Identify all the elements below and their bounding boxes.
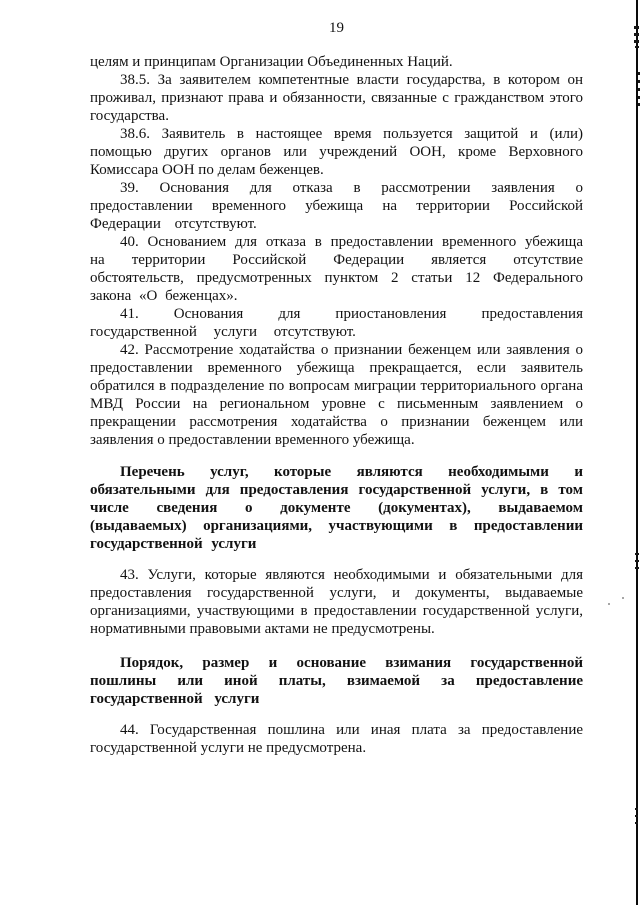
section-heading-required-services: Перечень услуг, которые являются необходимыми и обязательными для предоставления государственной услуги, в том числе сведения о документе (документах), выдаваемом (выдаваемых) организациями, участвующими в предоставлении государственной услуги bbox=[90, 464, 583, 552]
scan-edge-dash bbox=[635, 560, 639, 562]
page-number: 19 bbox=[329, 20, 344, 36]
scan-edge-dash bbox=[635, 553, 639, 555]
scan-edge-line bbox=[636, 0, 638, 905]
paragraph-38-5: 38.5. За заявителем компетентные власти государства, в котором он проживал, признают права и обязанности, связанные с гражданством этого государства. bbox=[90, 72, 583, 124]
paragraph-44: 44. Государственная пошлина или иная плата за предоставление государственной услуги не предусмотрена. bbox=[90, 722, 583, 756]
scan-edge-dash bbox=[635, 815, 638, 817]
paragraph-continuation: целям и принципам Организации Объединенных Наций. bbox=[90, 54, 453, 70]
scan-edge-dash bbox=[635, 567, 639, 569]
scan-edge-blob bbox=[634, 40, 639, 43]
paragraph-42: 42. Рассмотрение ходатайства о признании беженцем или заявления о предоставлении временного убежища прекращается, если заявитель обратился в подразделение по вопросам миграции территориального органа МВД России на региональном уровне с письменным заявлением о прекращении рассмотрения ходатайства о признании беженцем или заявления о предоставлении временного убежища. bbox=[90, 342, 583, 448]
scan-edge-blob bbox=[634, 26, 639, 29]
scan-edge-blob bbox=[634, 33, 639, 36]
document-body bbox=[90, 53, 583, 757]
paragraph-41: 41. Основания для приостановления предоставления государственной услуги отсутствуют. bbox=[90, 306, 583, 340]
section-heading-state-fee: Порядок, размер и основание взимания государственной пошлины или иной платы, взимаемой за предоставление государственной услуги bbox=[90, 655, 583, 707]
paragraph-43: 43. Услуги, которые являются необходимыми и обязательными для предоставления государственной услуги, и документы, выдаваемые организациями, участвующими в предоставлении государственной услуги, нормативными правовыми актами не предусмотрены. bbox=[90, 567, 583, 637]
scan-edge-dash bbox=[635, 808, 638, 810]
scan-edge-dash bbox=[635, 822, 638, 824]
scan-speck bbox=[608, 603, 610, 605]
paragraph-39: 39. Основания для отказа в рассмотрении заявления о предоставлении временного убежища на территории Российской Федерации отсутствуют. bbox=[90, 180, 583, 232]
paragraph-40: 40. Основанием для отказа в предоставлении временного убежища на территории Российской Федерации является отсутствие обстоятельств, предусмотренных пунктом 2 статьи 12 Федерального закона «О беженцах». bbox=[90, 234, 583, 304]
scan-edge-blob bbox=[635, 46, 639, 48]
paragraph-38-6: 38.6. Заявитель в настоящее время пользуется защитой и (или) помощью других органов или учреждений ООН, кроме Верховного Комиссара ООН по делам беженцев. bbox=[90, 126, 583, 178]
scan-speck bbox=[622, 597, 624, 599]
